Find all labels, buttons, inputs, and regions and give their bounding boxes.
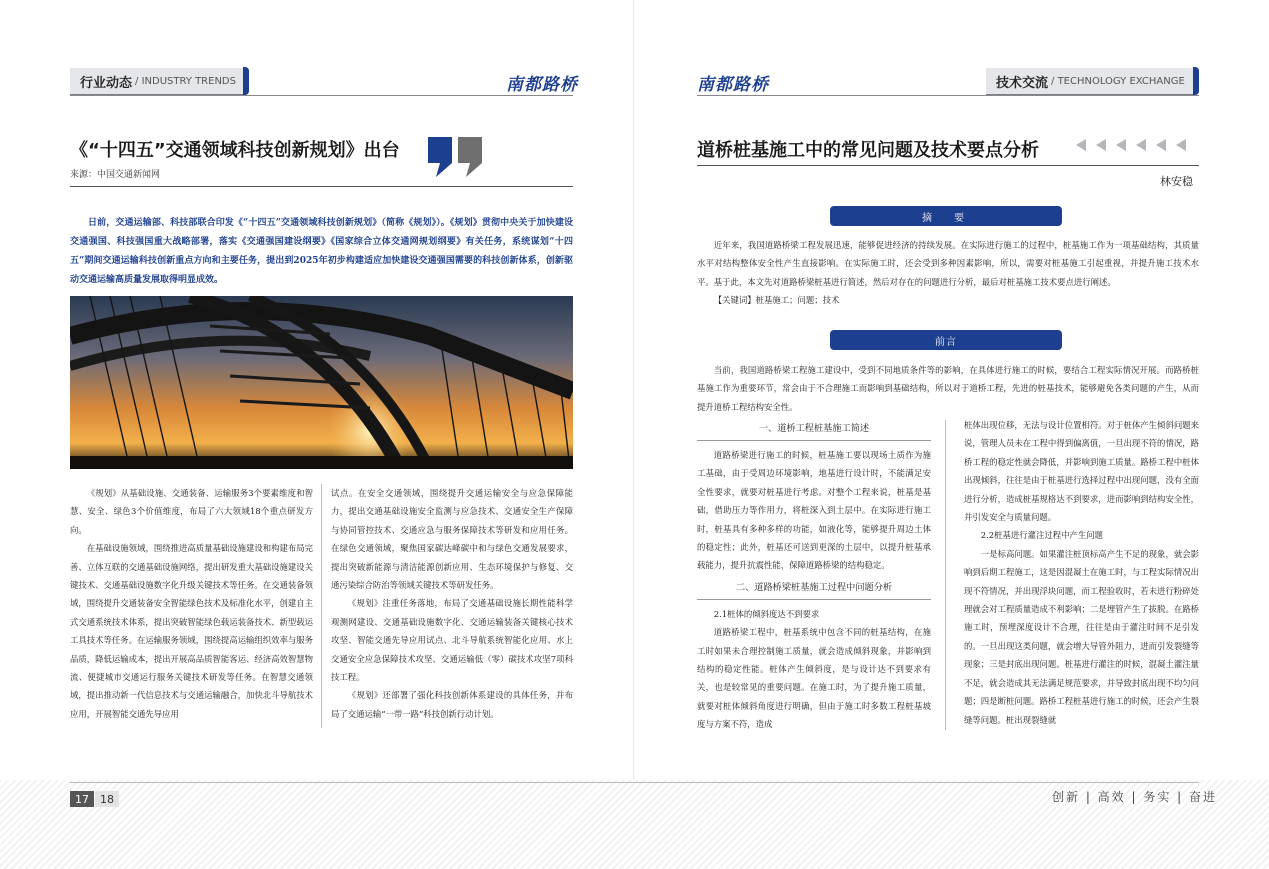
brand-logo: 南都路桥 bbox=[697, 75, 769, 95]
section-heading: 一、道桥工程桩基施工简述 bbox=[758, 423, 870, 434]
section-tab-en: / TECHNOLOGY EXCHANGE bbox=[1051, 75, 1185, 87]
column-divider bbox=[321, 484, 322, 728]
paragraph: 道路桥梁进行施工的时候，桩基施工要以现场土质作为施工基础，由于受周边环境影响，地基进行设计时，不能满足安全性要求，就要对桩基进行考虑。对整个工程来说，桩基是基础，借助压力等作用力，将桩深入到土层中。在实际进行施工时，桩基具有多种多样的功能，如液化等，能够提升周边土体的稳定性；此外，桩基还可送到更深的土层中，以提升桩基承载能力，提升抗震性能，保障道路桥梁的结构稳定。 bbox=[697, 450, 931, 571]
arrow-left-icon bbox=[1154, 138, 1168, 152]
preface-text: 当前，我国道路桥梁工程施工建设中，受到不同地质条件等的影响，在具体进行施工的时候，要结合工程实际情况开展。而路桥桩基施工作为重要环节，常会由于不合理施工而影响到基础结构，所以对于道桥工程，先进的桩基技术，能够避免各类问题的产生，从而提升道桥工程结构安全性。 bbox=[697, 365, 1199, 412]
page-number-18: 18 bbox=[95, 791, 119, 807]
arrow-left-icon bbox=[1174, 138, 1188, 152]
section-rule bbox=[697, 599, 931, 600]
article-title: 道桥桩基施工中的常见问题及技术要点分析 bbox=[697, 140, 1039, 161]
arrow-left-icon bbox=[1134, 138, 1148, 152]
footer-slogan: 创新 | 高效 | 务实 | 奋进 bbox=[1052, 790, 1218, 804]
section-tab-zh: 行业动态 bbox=[80, 75, 133, 91]
header-rule bbox=[697, 95, 1199, 96]
article-title: 《“十四五”交通领域科技创新规划》出台 bbox=[70, 140, 400, 161]
paragraph: 《规划》还部署了强化科技创新体系建设的具体任务，并布局了交通运输“一带一路”科技创新行动计划。 bbox=[331, 690, 573, 719]
right-column-2 bbox=[964, 416, 1199, 729]
article-source: 来源：中国交通新闻网 bbox=[70, 170, 161, 180]
paragraph: 桩体出现位移，无法与设计位置相符。对于桩体产生倾斜问题来说，管理人员未在工程中得到偏离值，一旦出现不符的情况，路桥工程的稳定性就会降低，并影响到施工质量。路桥工程中桩体出现倾斜，往往是由于桩基进行选择过程中出现问题，没有全面进行分析，造成桩基规格达不到要求，进而影响到结构安全性，并引发安全与质量问题。 bbox=[964, 420, 1199, 523]
lead-paragraph: 日前，交通运输部、科技部联合印发《“十四五”交通领域科技创新规划》（简称《规划》）。《规划》贯彻中央关于加快建设交通强国、科技强国重大战略部署，落实《交通强国建设纲要》《国家综合立体交通网规划纲要》有关任务，系统谋划“十四五”期间交通运输科技创新重点方向和主要任务，提出到2025年初步构建适应加快建设交通强国需要的科技创新体系，创新驱动交通运输高质量发展取得明显成效。 bbox=[70, 218, 573, 285]
page-spine bbox=[633, 0, 635, 780]
paragraph: 在基础设施领域，围绕推进高质量基础设施建设和构建布局完善、立体互联的交通基础设施网络，提出研发重大基础设施建设关键技术、交通基础设施数字化升级关键技术等任务。在交通装备领域，围绕提升交通装备安全智能绿色技术及标准化水平，创建自主式交通系统技术体系，提出突破智能绿色载运装备技术、新型载运工具技术等任务。在运输服务领域，围绕提高运输组织效率与服务品质，降低运输成本，提出开展高品质智能客运、经济高效智慧物流、便捷城市交通运行服务关键技术研发等任务。在智慧交通领域，提出推动新一代信息技术与交通运输融合，加快北斗导航技术应用，开展智能交通先导应用 bbox=[70, 543, 313, 719]
header-rule bbox=[70, 95, 573, 96]
abstract-text: 近年来，我国道路桥梁工程发展迅速，能够促进经济的持续发展。在实际进行施工的过程中，桩基施工作为一项基础结构，其质量水平对结构整体安全性产生直接影响。在实际施工时，还会受到多种因素影响，所以，需要对桩基施工引起重视，并提升施工技术水平。基于此，本文先对道路桥梁桩基进行简述，然后对存在的问题进行分析，最后对桩基施工技术要点进行阐述。 bbox=[697, 240, 1199, 287]
abstract-block bbox=[697, 236, 1199, 310]
paragraph: 《规划》注重任务落地，布局了交通基础设施长期性能科学观测网建设、交通基础设施数字化、交通运输装备关键核心技术攻坚、智能交通先导应用试点、北斗导航系统智能化应用、水上交通安全应急保障技术攻坚、交通运输低（零）碳技术攻坚7项科技工程。 bbox=[331, 598, 573, 683]
arrow-left-icon bbox=[1074, 138, 1088, 152]
subsection-heading: 2.1桩体的倾斜度达不到要求 bbox=[713, 608, 820, 619]
abstract-label: 摘 要 bbox=[830, 206, 1062, 226]
author: 林安稳 bbox=[1160, 175, 1193, 188]
brand-logo: 南都路桥 bbox=[506, 75, 578, 95]
arrow-left-icon bbox=[1114, 138, 1128, 152]
page-number-17: 17 bbox=[70, 791, 94, 807]
section-tab-zh: 技术交流 bbox=[996, 75, 1049, 91]
paragraph: 道路桥梁工程中，桩基系统中包含不同的桩基结构，在施工时如果未合理控制施工质量，就会造成倾斜现象，并影响到结构的稳定性能。桩体产生倾斜度，是与设计达不到要求有关，也是较常见的重要问题。在施工时，为了提升施工质量，就要对桩体倾斜角度进行明确，但由于施工时多数工程桩基坡度与方案不符，造成 bbox=[697, 627, 931, 730]
title-rule bbox=[697, 165, 1199, 166]
right-column-1 bbox=[697, 420, 931, 734]
footer-rule bbox=[70, 782, 1199, 783]
subsection-heading: 2.2桩基进行灌注过程中产生问题 bbox=[980, 530, 1103, 541]
quote-mark-icon bbox=[428, 137, 484, 177]
preface-label: 前言 bbox=[830, 330, 1062, 350]
arrow-decoration bbox=[1074, 138, 1188, 152]
paragraph: 试点。在安全交通领域，围绕提升交通运输安全与应急保障能力，提出交通基础设施安全监测与应急技术、交通安全生产保障与协同管控技术、交通应急与服务保障技术等研发和应用任务。在绿色交通领域，聚焦国家碳达峰碳中和与绿色交通发展要求，提出突破新能源与清洁能源创新应用、生态环境保护与修复、交通污染综合防治等领域关键技术等研发任务。 bbox=[331, 488, 573, 591]
section-tab-cap bbox=[1193, 67, 1199, 95]
section-tab-industry-trends bbox=[70, 68, 246, 96]
arrow-left-icon bbox=[1094, 138, 1108, 152]
title-rule bbox=[70, 186, 573, 187]
section-tab-technology-exchange bbox=[986, 68, 1194, 96]
section-tab-cap bbox=[243, 67, 249, 95]
column-divider bbox=[945, 420, 946, 730]
keywords: 【关键词】桩基施工；问题；技术 bbox=[713, 295, 840, 306]
bridge-photo bbox=[70, 296, 573, 469]
section-rule bbox=[697, 440, 931, 441]
section-tab-en: / INDUSTRY TRENDS bbox=[135, 75, 236, 87]
left-column-2 bbox=[331, 484, 573, 723]
paragraph: 一是标高问题。如果灌注桩顶标高产生不足的现象，就会影响到后期工程施工，这是因混凝土在施工时，与工程实际情况出现不符情况，并出现浮块问题，而工程验收时，若未进行粉碎处理就会对工程质量造成不利影响；二是埋管产生了拔脱。在路桥施工时，预埋深度设计不合理，往往是由于灌注时间不足引发的。一旦出现这类问题，就会增大导管外阻力，进而引发裂缝等现象；三是封底出现问题。桩基进行灌注的时候，混凝土灌注量不足，就会造成其无法满足规范要求，并导致封底出现不均匀问题；四是断桩问题。路桥工程桩基进行施工的时候，还会产生裂缝等问题。桩出现裂缝就 bbox=[964, 548, 1199, 725]
left-column-1 bbox=[70, 484, 313, 723]
preface-block bbox=[697, 361, 1199, 416]
paragraph: 《规划》从基础设施、交通装备、运输服务3个要素维度和智慧、安全、绿色3个价值维度，布局了六大领域18个重点研发方向。 bbox=[70, 488, 313, 535]
section-heading: 二、道路桥梁桩基施工过程中问题分析 bbox=[735, 581, 893, 593]
